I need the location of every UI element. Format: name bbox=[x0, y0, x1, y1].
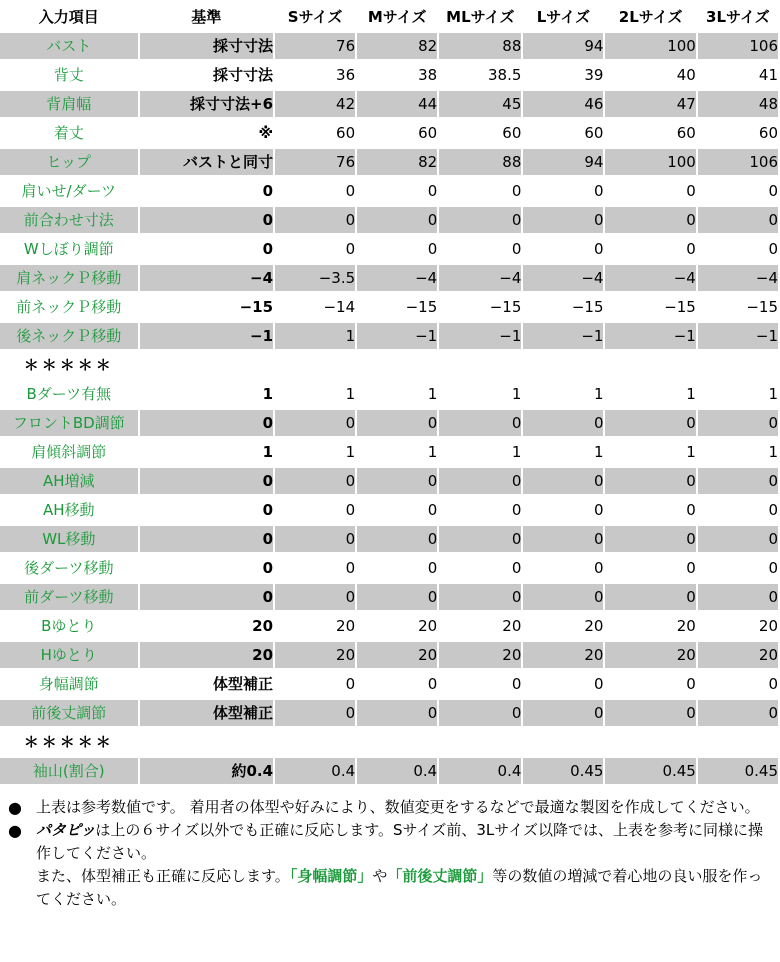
size-value: 0.45 bbox=[605, 758, 697, 784]
base-value: 1 bbox=[140, 381, 275, 407]
empty-cell bbox=[523, 352, 605, 378]
size-value: −15 bbox=[698, 294, 780, 320]
base-value: 体型補正 bbox=[140, 671, 275, 697]
row-label: 肩ネックＰ移動 bbox=[0, 265, 140, 291]
table-row bbox=[0, 33, 780, 59]
size-value: −15 bbox=[523, 294, 605, 320]
size-value: 0 bbox=[275, 584, 357, 610]
base-value: −4 bbox=[140, 265, 275, 291]
row-label: 後ダーツ移動 bbox=[0, 555, 140, 581]
size-value: 0 bbox=[357, 555, 439, 581]
size-value: 82 bbox=[357, 149, 439, 175]
size-value: 0 bbox=[275, 497, 357, 523]
size-value: 60 bbox=[357, 120, 439, 146]
empty-cell bbox=[698, 352, 780, 378]
size-value: 0 bbox=[275, 526, 357, 552]
empty-cell bbox=[605, 729, 697, 755]
size-value: 0 bbox=[698, 178, 780, 204]
table-row bbox=[0, 410, 780, 436]
table-row bbox=[0, 381, 780, 407]
table-row bbox=[0, 584, 780, 610]
row-label: 袖山(割合) bbox=[0, 758, 140, 784]
size-value: 106 bbox=[698, 149, 780, 175]
empty-cell bbox=[523, 729, 605, 755]
size-value: 1 bbox=[523, 439, 605, 465]
size-value: 100 bbox=[605, 33, 697, 59]
bullet-icon: ● bbox=[8, 821, 22, 840]
size-value: 1 bbox=[357, 381, 439, 407]
empty-cell bbox=[140, 729, 275, 755]
column-header: Lサイズ bbox=[523, 4, 605, 30]
size-value: 1 bbox=[275, 323, 357, 349]
size-value: 48 bbox=[698, 91, 780, 117]
size-value: 0 bbox=[357, 700, 439, 726]
size-value: −1 bbox=[439, 323, 523, 349]
size-value: 0 bbox=[605, 468, 697, 494]
size-table bbox=[0, 1, 780, 787]
size-value: 0 bbox=[698, 468, 780, 494]
size-value: 0 bbox=[523, 497, 605, 523]
size-value: 0 bbox=[698, 410, 780, 436]
empty-cell bbox=[275, 352, 357, 378]
table-row bbox=[0, 265, 780, 291]
size-value: 0 bbox=[357, 410, 439, 436]
size-value: 0 bbox=[605, 584, 697, 610]
size-value: 1 bbox=[698, 381, 780, 407]
row-label: ヒップ bbox=[0, 149, 140, 175]
size-value: 0 bbox=[357, 671, 439, 697]
size-value: −15 bbox=[605, 294, 697, 320]
size-value: 1 bbox=[357, 439, 439, 465]
size-value: 0 bbox=[523, 526, 605, 552]
size-value: −1 bbox=[605, 323, 697, 349]
size-value: 20 bbox=[523, 613, 605, 639]
column-header: 入力項目 bbox=[0, 4, 140, 30]
size-value: 0 bbox=[605, 410, 697, 436]
size-value: 60 bbox=[275, 120, 357, 146]
size-value: 0 bbox=[439, 584, 523, 610]
column-header: 基準 bbox=[140, 4, 275, 30]
size-value: 0 bbox=[605, 178, 697, 204]
separator-label: ＊＊＊＊＊ bbox=[0, 729, 140, 755]
empty-cell bbox=[439, 729, 523, 755]
base-value: 採寸寸法 bbox=[140, 62, 275, 88]
note-1-text: 上表は参考数値です。 着用者の体型や好みにより、数値変更をするなどで最適な製図を作成してください。 bbox=[36, 798, 760, 816]
column-header: Mサイズ bbox=[357, 4, 439, 30]
table-row bbox=[0, 149, 780, 175]
size-value: −15 bbox=[439, 294, 523, 320]
bullet-icon: ● bbox=[8, 798, 22, 817]
size-value: 0 bbox=[439, 671, 523, 697]
table-row bbox=[0, 120, 780, 146]
size-value: 0 bbox=[439, 555, 523, 581]
size-value: 0 bbox=[523, 410, 605, 436]
row-label: フロントBD調節 bbox=[0, 410, 140, 436]
size-value: 0 bbox=[439, 526, 523, 552]
row-label: Bダーツ有無 bbox=[0, 381, 140, 407]
column-header: Sサイズ bbox=[275, 4, 357, 30]
size-value: 0 bbox=[275, 236, 357, 262]
size-value: −4 bbox=[439, 265, 523, 291]
row-label: 前合わせ寸法 bbox=[0, 207, 140, 233]
note-3-post: 等の数値の増減で着心地の良い服を作ってください。 bbox=[36, 867, 763, 908]
size-value: 0.45 bbox=[523, 758, 605, 784]
size-value: 0 bbox=[698, 207, 780, 233]
table-row bbox=[0, 439, 780, 465]
size-value: 0 bbox=[439, 497, 523, 523]
size-value: 20 bbox=[698, 613, 780, 639]
size-value: 20 bbox=[357, 613, 439, 639]
size-value: 0 bbox=[357, 236, 439, 262]
row-label: 肩傾斜調節 bbox=[0, 439, 140, 465]
size-value: 0 bbox=[439, 468, 523, 494]
row-label: 身幅調節 bbox=[0, 671, 140, 697]
size-value: −1 bbox=[523, 323, 605, 349]
note-3 bbox=[8, 865, 776, 911]
row-label: 背丈 bbox=[0, 62, 140, 88]
size-value: 0 bbox=[605, 207, 697, 233]
empty-cell bbox=[357, 352, 439, 378]
base-value: 体型補正 bbox=[140, 700, 275, 726]
size-value: 20 bbox=[605, 642, 697, 668]
empty-cell bbox=[698, 729, 780, 755]
column-header: MLサイズ bbox=[439, 4, 523, 30]
size-value: 0 bbox=[523, 584, 605, 610]
table-row bbox=[0, 671, 780, 697]
size-value: 0 bbox=[605, 671, 697, 697]
base-value: 0 bbox=[140, 555, 275, 581]
size-value: 0 bbox=[275, 555, 357, 581]
size-value: 88 bbox=[439, 149, 523, 175]
size-value: 39 bbox=[523, 62, 605, 88]
size-value: 0 bbox=[357, 468, 439, 494]
link-body-width[interactable]: 「身幅調節」 bbox=[289, 867, 373, 885]
size-value: 20 bbox=[275, 642, 357, 668]
size-value: 0 bbox=[698, 236, 780, 262]
note-3-mid: や bbox=[372, 867, 388, 885]
base-value: 0 bbox=[140, 236, 275, 262]
base-value: 0 bbox=[140, 410, 275, 436]
table-row bbox=[0, 642, 780, 668]
size-value: 0 bbox=[605, 700, 697, 726]
size-value: 41 bbox=[698, 62, 780, 88]
size-value: 0 bbox=[357, 526, 439, 552]
size-value: 76 bbox=[275, 33, 357, 59]
table-row bbox=[0, 497, 780, 523]
table-row bbox=[0, 758, 780, 784]
size-value: 0 bbox=[605, 497, 697, 523]
notes bbox=[8, 796, 776, 911]
empty-cell bbox=[140, 352, 275, 378]
size-value: 0 bbox=[439, 410, 523, 436]
size-value: 0 bbox=[523, 207, 605, 233]
size-value: 42 bbox=[275, 91, 357, 117]
size-value: 106 bbox=[698, 33, 780, 59]
table-row bbox=[0, 62, 780, 88]
base-value: −15 bbox=[140, 294, 275, 320]
size-value: −4 bbox=[523, 265, 605, 291]
size-value: 20 bbox=[605, 613, 697, 639]
size-value: 0 bbox=[698, 555, 780, 581]
size-value: 1 bbox=[698, 439, 780, 465]
size-value: 1 bbox=[275, 439, 357, 465]
size-value: 38 bbox=[357, 62, 439, 88]
size-value: −4 bbox=[357, 265, 439, 291]
empty-cell bbox=[605, 352, 697, 378]
table-row bbox=[0, 207, 780, 233]
table-body bbox=[0, 33, 780, 784]
base-value: 0 bbox=[140, 584, 275, 610]
column-header: 3Lサイズ bbox=[698, 4, 780, 30]
empty-cell bbox=[439, 352, 523, 378]
size-value: 0 bbox=[605, 555, 697, 581]
table-row bbox=[0, 91, 780, 117]
size-value: −4 bbox=[605, 265, 697, 291]
header-row bbox=[0, 4, 780, 30]
row-label: Wしぼり調節 bbox=[0, 236, 140, 262]
size-value: 20 bbox=[275, 613, 357, 639]
separator-label: ＊＊＊＊＊ bbox=[0, 352, 140, 378]
empty-cell bbox=[357, 729, 439, 755]
separator-row bbox=[0, 729, 780, 755]
table-row bbox=[0, 700, 780, 726]
size-value: 0 bbox=[275, 468, 357, 494]
size-value: 0 bbox=[523, 236, 605, 262]
separator-row bbox=[0, 352, 780, 378]
size-value: 0 bbox=[698, 584, 780, 610]
size-value: 88 bbox=[439, 33, 523, 59]
base-value: ※ bbox=[140, 120, 275, 146]
size-value: 1 bbox=[275, 381, 357, 407]
size-value: 0 bbox=[523, 178, 605, 204]
table-row bbox=[0, 468, 780, 494]
size-value: 60 bbox=[523, 120, 605, 146]
row-label: 後ネックＰ移動 bbox=[0, 323, 140, 349]
size-value: 0 bbox=[275, 207, 357, 233]
size-value: 20 bbox=[439, 642, 523, 668]
base-value: 0 bbox=[140, 526, 275, 552]
size-value: 0 bbox=[698, 497, 780, 523]
table-row bbox=[0, 323, 780, 349]
size-value: 44 bbox=[357, 91, 439, 117]
row-label: Bゆとり bbox=[0, 613, 140, 639]
note-2 bbox=[8, 819, 776, 865]
size-value: 0.4 bbox=[275, 758, 357, 784]
base-value: 0 bbox=[140, 497, 275, 523]
size-value: 0 bbox=[357, 207, 439, 233]
size-value: 36 bbox=[275, 62, 357, 88]
size-value: 0 bbox=[357, 178, 439, 204]
size-value: −1 bbox=[357, 323, 439, 349]
size-value: 20 bbox=[698, 642, 780, 668]
size-value: 60 bbox=[439, 120, 523, 146]
link-length[interactable]: 「前後丈調節」 bbox=[387, 867, 493, 885]
size-value: 1 bbox=[605, 381, 697, 407]
size-value: 76 bbox=[275, 149, 357, 175]
note-2-text: は上の６サイズ以外でも正確に反応します。Sサイズ前、3Lサイズ以降では、上表を参考に同様に操作してください。 bbox=[36, 821, 764, 862]
row-label: 背肩幅 bbox=[0, 91, 140, 117]
size-value: 0 bbox=[698, 671, 780, 697]
size-value: 94 bbox=[523, 149, 605, 175]
empty-cell bbox=[275, 729, 357, 755]
size-value: −1 bbox=[698, 323, 780, 349]
size-value: −3.5 bbox=[275, 265, 357, 291]
size-value: 0.4 bbox=[357, 758, 439, 784]
row-label: 前後丈調節 bbox=[0, 700, 140, 726]
row-label: 前ネックＰ移動 bbox=[0, 294, 140, 320]
size-value: 1 bbox=[605, 439, 697, 465]
brand-name: パタピッ bbox=[36, 821, 96, 839]
base-value: 1 bbox=[140, 439, 275, 465]
table-row bbox=[0, 526, 780, 552]
size-value: 45 bbox=[439, 91, 523, 117]
base-value: 20 bbox=[140, 642, 275, 668]
size-value: 82 bbox=[357, 33, 439, 59]
size-value: 0 bbox=[523, 700, 605, 726]
size-value: 60 bbox=[605, 120, 697, 146]
size-value: 60 bbox=[698, 120, 780, 146]
size-value: 100 bbox=[605, 149, 697, 175]
base-value: −1 bbox=[140, 323, 275, 349]
row-label: 着丈 bbox=[0, 120, 140, 146]
base-value: 採寸寸法 bbox=[140, 33, 275, 59]
size-value: 0 bbox=[523, 555, 605, 581]
size-value: 1 bbox=[523, 381, 605, 407]
table-row bbox=[0, 555, 780, 581]
size-value: 20 bbox=[523, 642, 605, 668]
size-value: 40 bbox=[605, 62, 697, 88]
base-value: 0 bbox=[140, 468, 275, 494]
size-value: 0 bbox=[439, 236, 523, 262]
table-row bbox=[0, 236, 780, 262]
base-value: 0 bbox=[140, 178, 275, 204]
size-value: 0 bbox=[357, 497, 439, 523]
size-value: 46 bbox=[523, 91, 605, 117]
row-label: Hゆとり bbox=[0, 642, 140, 668]
size-value: 0 bbox=[275, 178, 357, 204]
size-value: 0 bbox=[439, 207, 523, 233]
note-1 bbox=[8, 796, 776, 819]
size-value: 20 bbox=[439, 613, 523, 639]
table-row bbox=[0, 178, 780, 204]
size-value: 0 bbox=[275, 700, 357, 726]
row-label: 肩いせ/ダーツ bbox=[0, 178, 140, 204]
row-label: AH増減 bbox=[0, 468, 140, 494]
size-value: 0 bbox=[439, 700, 523, 726]
size-value: 0 bbox=[357, 584, 439, 610]
column-header: 2Lサイズ bbox=[605, 4, 697, 30]
size-value: 0 bbox=[275, 410, 357, 436]
size-value: −15 bbox=[357, 294, 439, 320]
size-value: 0 bbox=[523, 671, 605, 697]
size-value: 0 bbox=[605, 526, 697, 552]
size-value: 1 bbox=[439, 381, 523, 407]
base-value: 20 bbox=[140, 613, 275, 639]
row-label: WL移動 bbox=[0, 526, 140, 552]
size-value: 0 bbox=[698, 700, 780, 726]
row-label: AH移動 bbox=[0, 497, 140, 523]
size-value: 0 bbox=[275, 671, 357, 697]
size-value: −14 bbox=[275, 294, 357, 320]
row-label: 前ダーツ移動 bbox=[0, 584, 140, 610]
size-value: 94 bbox=[523, 33, 605, 59]
size-value: 0.45 bbox=[698, 758, 780, 784]
size-value: 20 bbox=[357, 642, 439, 668]
size-value: 38.5 bbox=[439, 62, 523, 88]
base-value: 約0.4 bbox=[140, 758, 275, 784]
size-value: −4 bbox=[698, 265, 780, 291]
size-value: 47 bbox=[605, 91, 697, 117]
base-value: バストと同寸 bbox=[140, 149, 275, 175]
size-value: 1 bbox=[439, 439, 523, 465]
size-value: 0 bbox=[439, 178, 523, 204]
size-value: 0 bbox=[698, 526, 780, 552]
size-value: 0 bbox=[605, 236, 697, 262]
table-row bbox=[0, 294, 780, 320]
table-row bbox=[0, 613, 780, 639]
size-value: 0 bbox=[523, 468, 605, 494]
note-3-pre: また、体型補正も正確に反応します。 bbox=[36, 867, 290, 885]
base-value: 採寸寸法+6 bbox=[140, 91, 275, 117]
size-value: 0.4 bbox=[439, 758, 523, 784]
base-value: 0 bbox=[140, 207, 275, 233]
row-label: バスト bbox=[0, 33, 140, 59]
